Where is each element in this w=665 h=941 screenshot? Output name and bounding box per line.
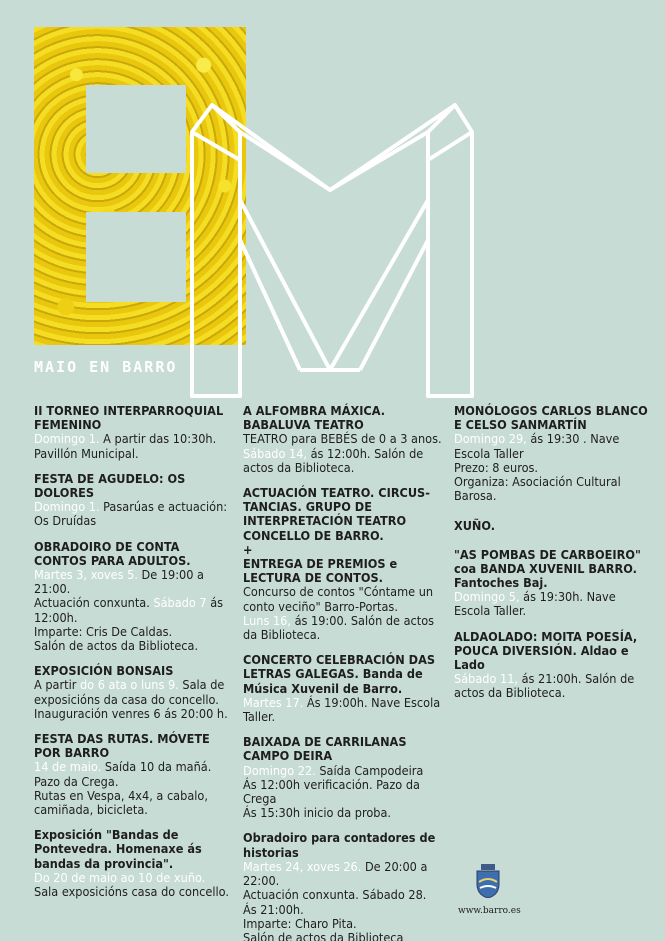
event-text: Sala exposicións casa do concello. [34,884,229,900]
event-text: A partir das 10:30h. Pavillón Municipal. [34,431,217,461]
letter-b-flowers [34,27,246,345]
event-pombas [454,548,654,619]
event-date: Domingo 29, [454,431,527,447]
event-text: De 20:00 a 22:00. [243,858,428,889]
event-aldaolado [454,630,654,701]
event-date: Martes 24, xoves 26. [243,858,362,874]
event-text: ás 19:30 . Nave Escola Taller [454,431,620,461]
event-text: Actuación conxunta. Sábado 28. Ás 21:00h. [243,887,427,917]
event-date: Martes 3, xoves 5. [34,567,138,583]
event-text: Saída Campodeira [315,762,424,778]
event-date: Domingo 1. [34,499,100,515]
coat-of-arms-icon [475,864,501,898]
event-text: Rutas en Vespa, 4x4, a cabalo, camiñada, bicicleta. [34,787,208,818]
letter-b-counter-bottom [86,212,186,302]
event-bonsais [34,664,232,721]
event-text: ás 19:30h. Nave Escola Taller. [454,589,616,619]
barro-logo [458,864,521,916]
event-text: ás 12:00h. Salón de actos da Biblioteca. [243,445,424,475]
event-title: ACTUACIÓN TEATRO. CIRCUS-TANCIAS. GRUPO DE INTERPRETACIÓN TEATRO CONCELLO DE BARRO. [243,485,430,543]
event-title: "AS POMBAS DE CARBOEIRO" coa BANDA XUVENIL BARRO. Fantoches Baj. [454,546,641,591]
event-text: TEATRO para BEBÉS de 0 a 3 anos. [243,431,442,447]
plus-separator: + [243,541,253,557]
column-2 [243,404,443,941]
event-text: Ás 12:00h verificación. Pazo da Crega [243,776,420,807]
event-title: FESTA DE AGUDELO: OS DOLORES [34,470,186,501]
event-title: EXPOSICIÓN BONSAIS [34,663,174,679]
event-date: Martes 17. [243,694,304,710]
event-text: Saída 10 da mañá. Pazo da Crega. [34,759,212,789]
event-title: FESTA DAS RUTAS. MÓVETE POR BARRO [34,731,210,761]
event-text: De 19:00 a 21:00. [34,567,205,597]
event-text: ás 12:00h. [34,595,224,625]
event-text: Organiza: Asociación Cultural Barosa. [454,474,621,504]
column-1 [34,404,232,910]
event-text: Concurso de contos "Cóntame un conto veciño" Barro-Portas. [243,584,434,614]
event-text: Inauguración venres 6 ás 20:00 h. [34,705,228,721]
event-date: do 6 ata o luns 9. [79,677,179,693]
event-title: CONCERTO CELEBRACIÓN DAS LETRAS GALEGAS. Banda de Música Xuvenil de Barro. [243,652,436,696]
event-text: ás 21:00h. Salón de actos da Biblioteca. [454,671,635,701]
event-carrilanas [243,735,443,820]
event-title: II TORNEO INTERPARROQUIAL FEMENINO [34,403,224,433]
event-date: Sábado 14, [243,445,308,461]
event-alfombra [243,404,443,475]
event-concerto [243,653,443,724]
event-agudelo [34,472,232,529]
event-torneo [34,404,232,461]
event-text: ás 19:00. Salón de actos da Biblioteca. [243,612,435,643]
event-text: Ás 15:30h inicio da proba. [243,805,392,821]
event-contadores [243,831,443,941]
month-heading: XUÑO. [454,518,496,534]
event-text: Sala de exposicións da casa do concello. [34,677,225,707]
event-title: MONÓLOGOS CARLOS BLANCO E CELSO SANMARTÍN [454,403,648,433]
event-text: Salón de actos da Biblioteca. [34,638,199,654]
event-title: A ALFOMBRA MÁXICA. BABALUVA TEATRO [243,403,386,433]
event-text: Prezo: 8 euros. [454,459,539,475]
event-date: Domingo 5, [454,589,520,605]
website-url[interactable]: www.barro.es [458,906,521,916]
event-date: Luns 16, [243,612,291,628]
event-date: Do 20 de maio ao 10 de xuño. [34,869,206,885]
event-title: ENTREGA DE PREMIOS e LECTURA DE CONTOS. [243,556,398,586]
event-bandas [34,828,232,899]
event-monologos [454,404,654,503]
event-title: Obradoiro para contadores de historias [243,830,436,860]
event-title: OBRADOIRO DE CONTA CONTOS PARA ADULTOS. [34,538,191,568]
event-title: BAIXADA DE CARRILANAS CAMPO DEIRA [243,734,407,764]
column-3 [454,404,654,712]
event-text: Salón de actos da Biblioteca [243,929,404,941]
letter-b-counter-top [86,85,186,173]
event-text: Pasarúas e actuación: Os Druídas [34,499,228,529]
event-date: Sábado 11, [454,671,519,687]
event-text: Imparte: Charo Pita. [243,915,357,931]
event-date: Domingo 22. [243,762,316,778]
event-date: 14 de maio. [34,759,102,775]
event-title: ALDAOLADO: MOITA POESÍA, POUCA DIVERSIÓN. Aldao e Lado [454,628,638,673]
event-text: Ás 19:00h. Nave Escola Taller. [243,694,441,725]
event-date: Domingo 1. [34,431,100,447]
event-rutas [34,732,232,817]
event-teatro [243,486,443,642]
event-text: Actuación conxunta. [34,595,154,611]
event-text: A partir [34,677,80,693]
tagline: MAIO EN BARRO [34,358,178,376]
event-text: Imparte: Cris De Caldas. [34,623,173,639]
event-obradoiro [34,540,232,654]
event-title: Exposición "Bandas de Pontevedra. Homenaxe ás bandas da provincia". [34,827,202,871]
event-date: Sábado 7 [153,595,207,611]
